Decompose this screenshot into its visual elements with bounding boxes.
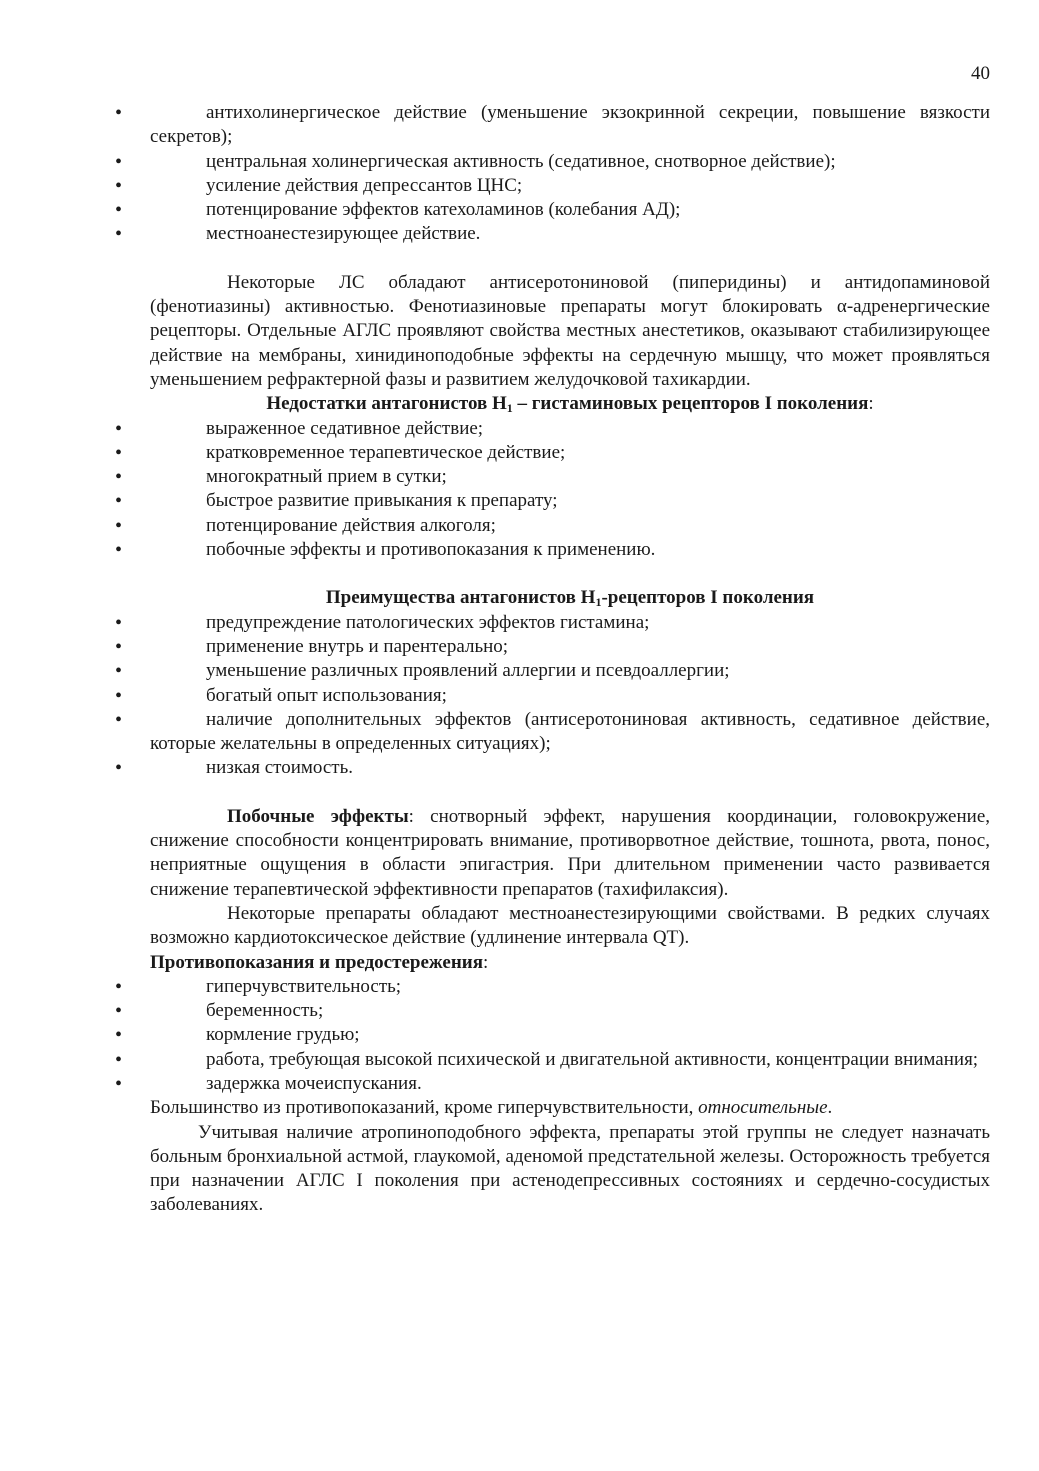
advantages-list [150, 611, 990, 781]
list-item: • работа, требующая высокой психической и двигательной активности, концентрации внимания; [150, 1048, 990, 1072]
paragraph-caution: Учитывая наличие атропиноподобного эффекта, препараты этой группы не следует назначать больным бронхиальной астмой, глаукомой, аденомой предстательной железы. Осторожность требуется при назначении АГЛС I поколения при астенодепрессивных состояниях и сердечно-сосудистых заболеваниях. [150, 1121, 990, 1216]
list-item: • побочные эффекты и противопоказания к применению. [150, 538, 990, 562]
spacer [150, 781, 990, 805]
list-item: • задержка мочеиспускания. [150, 1072, 990, 1096]
list-item: • уменьшение различных проявлений аллергии и псевдоаллергии; [150, 659, 990, 683]
list-item: • кратковременное терапевтическое действие; [150, 441, 990, 465]
list-item: • местноанестезирующее действие. [150, 222, 990, 246]
disadvantages-list [150, 417, 990, 563]
paragraph-antiserotonin: Некоторые ЛС обладают антисеротониновой (пиперидины) и антидопаминовой (фенотиазины) активностью. Фенотиазиновые препараты могут блокировать α-адренергические рецепторы. Отдельные АГЛС проявляют свойства местных анестетиков, оказывают стабилизирующее действие на мембраны, хинидиноподобные эффекты на сердечную мышцу, что может проявляться уменьшением рефрактерной фазы и развитием желудочковой тахикардии. [150, 271, 990, 390]
list-item: • гиперчувствительность; [150, 975, 990, 999]
list-item: • наличие дополнительных эффектов (антисеротониновая активность, седативное действие, которые желательны в определенных ситуациях); [150, 708, 990, 757]
list-item: • выраженное седативное действие; [150, 417, 990, 441]
page-number: 40 [971, 63, 990, 84]
list-item: • усиление действия депрессантов ЦНС; [150, 174, 990, 198]
list-item: • многократный прием в сутки; [150, 465, 990, 489]
heading-contraindications: Противопоказания и предостережения: [150, 951, 489, 973]
list-item: • центральная холинергическая активность (седативное, снотворное действие); [150, 150, 990, 174]
list-item: • быстрое развитие привыкания к препарату; [150, 489, 990, 513]
actions-list [150, 101, 990, 247]
page-content [150, 101, 990, 1218]
heading-disadvantages: Недостатки антагонистов $Н_1$ – гистаминовых рецепторов I поколения: [266, 393, 874, 416]
list-item: • беременность; [150, 999, 990, 1023]
paragraph-side-effects: Побочные эффекты: снотворный эффект, нарушения координации, головокружение, снижение способности концентрировать внимание, противорвотное действие, тошнота, рвота, понос, неприятные ощущения в области эпигастрия. При длительном применении часто развивается снижение терапевтической эффективности препаратов (тахифилаксия). [150, 805, 990, 900]
list-item: • потенцирование действия алкоголя; [150, 514, 990, 538]
contraindications-list [150, 975, 990, 1096]
list-item: • антихолинергическое действие (уменьшение экзокринной секреции, повышение вязкости секретов); [150, 101, 990, 150]
list-item: • богатый опыт использования; [150, 684, 990, 708]
paragraph-local-anesthetic: Некоторые препараты обладают местноанестезирующими свойствами. В редких случаях возможно кардиотоксическое действие (удлинение интервала QT). [150, 902, 990, 949]
list-item: • потенцирование эффектов катехоламинов (колебания АД); [150, 198, 990, 222]
paragraph-relative: Большинство из противопоказаний, кроме гиперчувствительности, относительные. [150, 1097, 833, 1119]
heading-advantages: Преимущества антагонистов $Н_1$-рецепторов I поколения [325, 587, 815, 610]
spacer [150, 562, 990, 586]
list-item: • низкая стоимость. [150, 756, 990, 780]
list-item: • кормление грудью; [150, 1023, 990, 1047]
spacer [150, 247, 990, 271]
list-item: • применение внутрь и парентерально; [150, 635, 990, 659]
list-item: • предупреждение патологических эффектов гистамина; [150, 611, 990, 635]
side-effects-label: Побочные эффекты [227, 805, 409, 827]
